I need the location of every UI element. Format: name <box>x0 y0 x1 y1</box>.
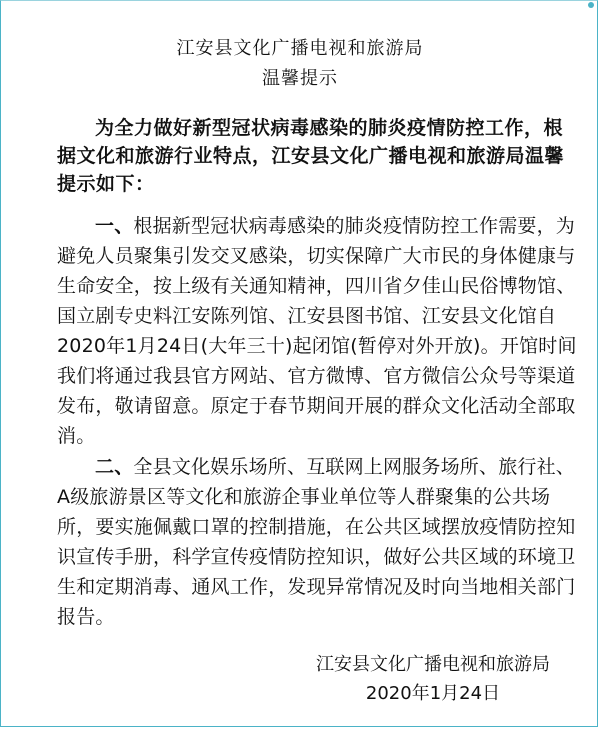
section-2-heading: 二、 <box>95 456 134 478</box>
signoff-org: 江安县文化广播电视和旅游局 <box>316 654 550 675</box>
signoff-date: 2020年1月24日 <box>365 683 501 704</box>
section-2 <box>57 452 577 632</box>
notice-header <box>0 34 600 94</box>
issuing-org: 江安县文化广播电视和旅游局 <box>176 38 424 59</box>
section-1-text: 根据新型冠状病毒感染的肺炎疫情防控工作需要，为避免人员聚集引发交叉感染，切实保障广大市民的身体健康与生命安全，按上级有关通知精神，四川省夕佳山民俗博物馆、国立剧专史料江安陈列馆、江安县图书馆、江安县文化馆自2020年1月24日(大年三十)起闭馆(暂停对外开放)。开馆时间我们将通过我县官方网站、官方微博、官方微信公众号等渠道发布，敬请留意。原定于春节期间开展的群众文化活动全部取消。 <box>57 215 577 447</box>
section-1 <box>57 211 577 451</box>
section-1-heading: 一、 <box>95 215 134 237</box>
notice-title: 温馨提示 <box>262 68 338 89</box>
signoff <box>283 650 583 708</box>
corner-decoration <box>588 2 594 8</box>
section-2-text: 全县文化娱乐场所、互联网上网服务场所、旅行社、A级旅游景区等文化和旅游企事业单位等人群聚集的公共场所，要实施佩戴口罩的控制措施，在公共区域摆放疫情防控知识宣传手册，科学宣传疫情防控知识，做好公共区域的环境卫生和定期消毒、通风工作，发现异常情况及时向当地相关部门报告。 <box>57 456 576 628</box>
intro-paragraph: 为全力做好新型冠状病毒感染的肺炎疫情防控工作，根据文化和旅游行业特点，江安县文化广播电视和旅游局温馨提示如下： <box>57 117 565 195</box>
